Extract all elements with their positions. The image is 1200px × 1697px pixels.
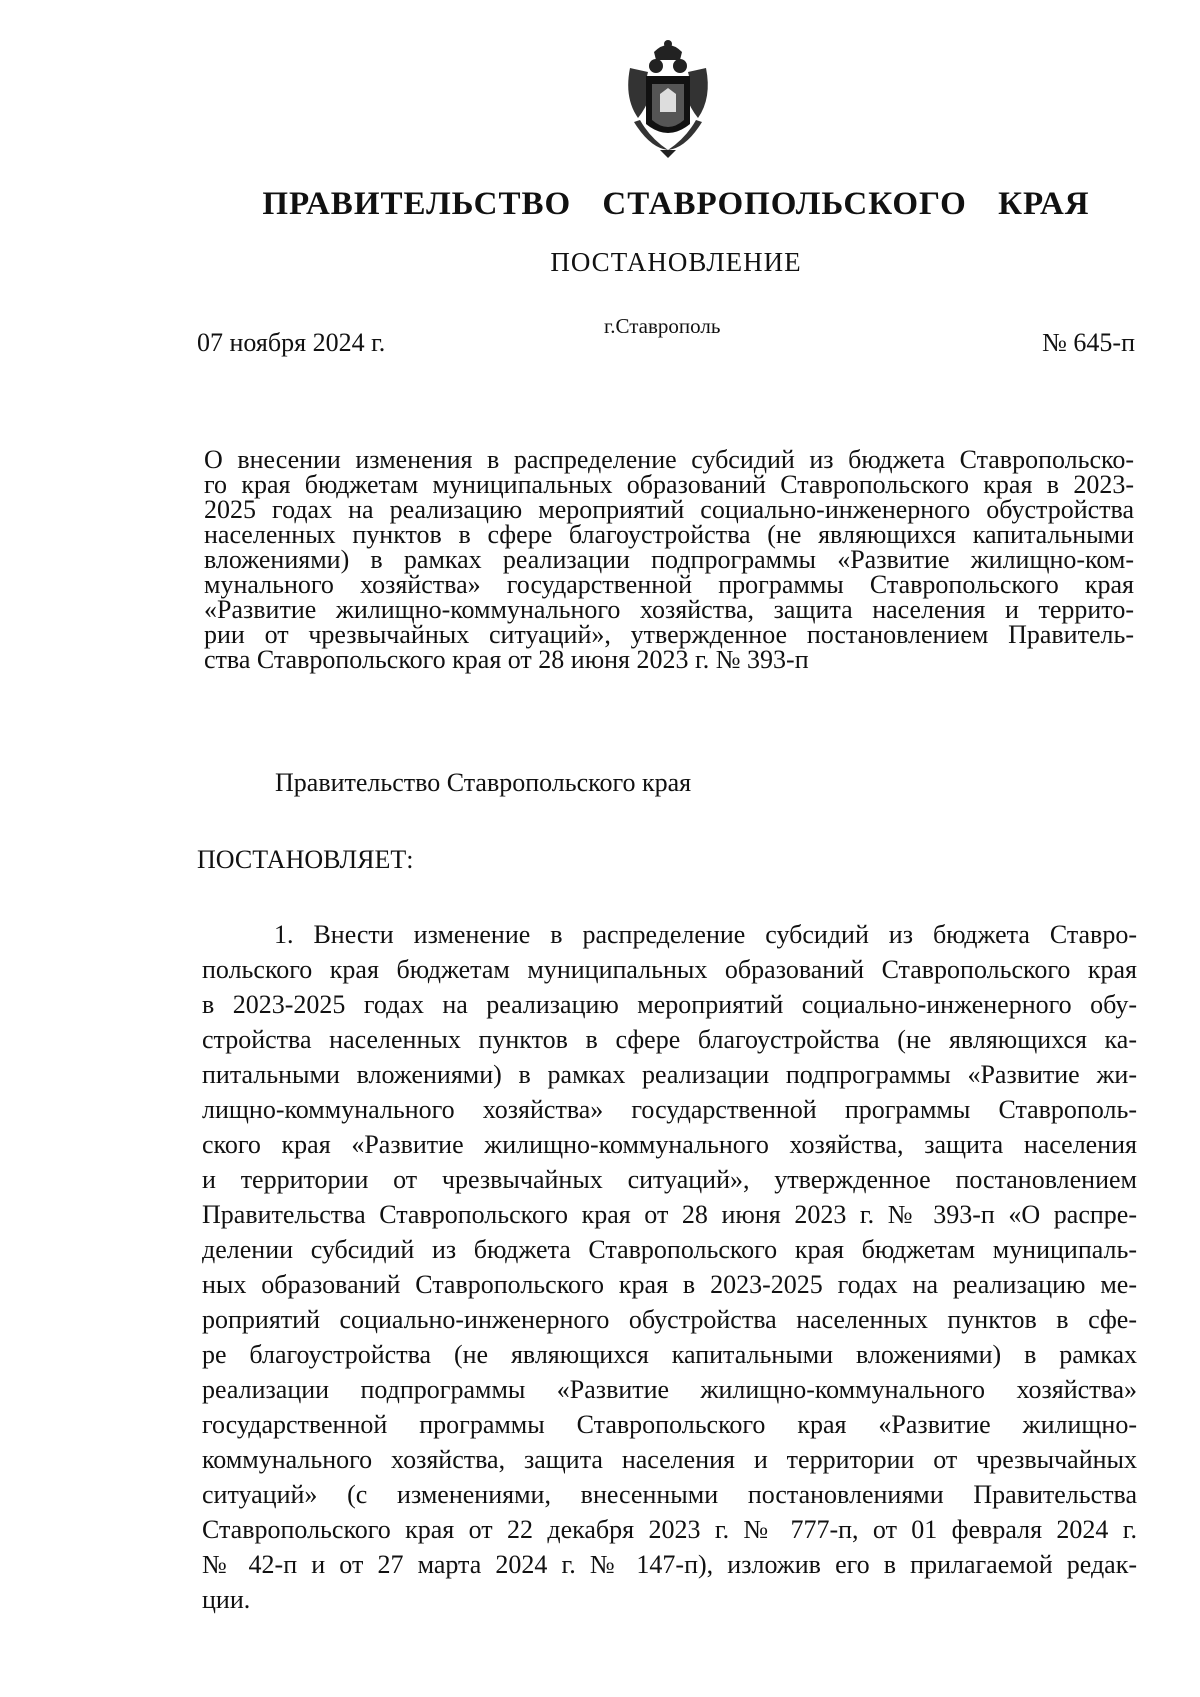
body-line: Правительства Ставропольского края от 28 июня 2023 г. № 393-п «О распре- xyxy=(202,1200,1137,1229)
document-city: г.Ставрополь xyxy=(604,314,721,338)
document-type: ПОСТАНОВЛЕНИЕ xyxy=(550,247,802,277)
body-line: в 2023-2025 годах на реализацию мероприятий социально-инженерного обу- xyxy=(202,990,1137,1019)
body-line: 1. Внести изменение в распределение субсидий из бюджета Ставро- xyxy=(274,920,1137,949)
body-line: польского края бюджетам муниципальных образований Ставропольского края xyxy=(202,955,1137,984)
subject-line: го края бюджетам муниципальных образований Ставропольского края в 2023- xyxy=(204,470,1134,499)
subject-line: мунального хозяйства» государственной программы Ставропольского края xyxy=(204,570,1134,599)
document-date: 07 ноября 2024 г. xyxy=(197,328,386,357)
body-line: государственной программы Ставропольского края «Развитие жилищно- xyxy=(202,1410,1137,1439)
body-line: коммунального хозяйства, защита населения и территории от чрезвычайных xyxy=(202,1445,1137,1474)
body-line: ситуаций» (с изменениями, внесенными постановлениями Правительства xyxy=(202,1480,1137,1509)
document-subject xyxy=(204,447,1134,672)
decree-word: ПОСТАНОВЛЯЕТ: xyxy=(197,845,414,874)
body-line: питальными вложениями) в рамках реализации подпрограммы «Развитие жи- xyxy=(202,1060,1137,1089)
coat-of-arms-icon xyxy=(620,38,716,160)
government-line: Правительство Ставропольского края xyxy=(275,768,692,797)
subject-line: рии от чрезвычайных ситуаций», утвержденное постановлением Правитель- xyxy=(204,620,1134,649)
government-title: ПРАВИТЕЛЬСТВО СТАВРОПОЛЬСКОГО КРАЯ xyxy=(262,186,1090,222)
body-line: Ставропольского края от 22 декабря 2023 г. № 777-п, от 01 февраля 2024 г. xyxy=(202,1515,1137,1544)
document-number: № 645-п xyxy=(1042,328,1135,357)
subject-line: населенных пунктов в сфере благоустройства (не являющихся капитальными xyxy=(204,520,1134,549)
body-line: ции. xyxy=(202,1585,251,1614)
subject-line: О внесении изменения в распределение субсидий из бюджета Ставропольско- xyxy=(204,445,1134,474)
body-line: делении субсидий из бюджета Ставропольского края бюджетам муниципаль- xyxy=(202,1235,1137,1264)
document-body xyxy=(202,917,1137,1617)
body-line: роприятий социально-инженерного обустройства населенных пунктов в сфе- xyxy=(202,1305,1137,1334)
subject-line: ства Ставропольского края от 28 июня 2023 г. № 393-п xyxy=(204,645,809,674)
body-line: ных образований Ставропольского края в 2023-2025 годах на реализацию ме- xyxy=(202,1270,1137,1299)
subject-line: вложениями) в рамках реализации подпрограммы «Развитие жилищно-ком- xyxy=(204,545,1134,574)
subject-line: 2025 годах на реализацию мероприятий социально-инженерного обустройства xyxy=(204,495,1134,524)
body-line: лищно-коммунального хозяйства» государственной программы Ставрополь- xyxy=(202,1095,1137,1124)
body-line: реализации подпрограммы «Развитие жилищно-коммунального хозяйства» xyxy=(202,1375,1137,1404)
body-line: № 42-п и от 27 марта 2024 г. № 147-п), изложив его в прилагаемой редак- xyxy=(202,1550,1137,1579)
body-line: ре благоустройства (не являющихся капитальными вложениями) в рамках xyxy=(202,1340,1137,1369)
body-line: и территории от чрезвычайных ситуаций», утвержденное постановлением xyxy=(202,1165,1137,1194)
subject-line: «Развитие жилищно-коммунального хозяйства, защита населения и террито- xyxy=(204,595,1134,624)
body-line: стройства населенных пунктов в сфере благоустройства (не являющихся ка- xyxy=(202,1025,1137,1054)
body-line: ского края «Развитие жилищно-коммунального хозяйства, защита населения xyxy=(202,1130,1137,1159)
